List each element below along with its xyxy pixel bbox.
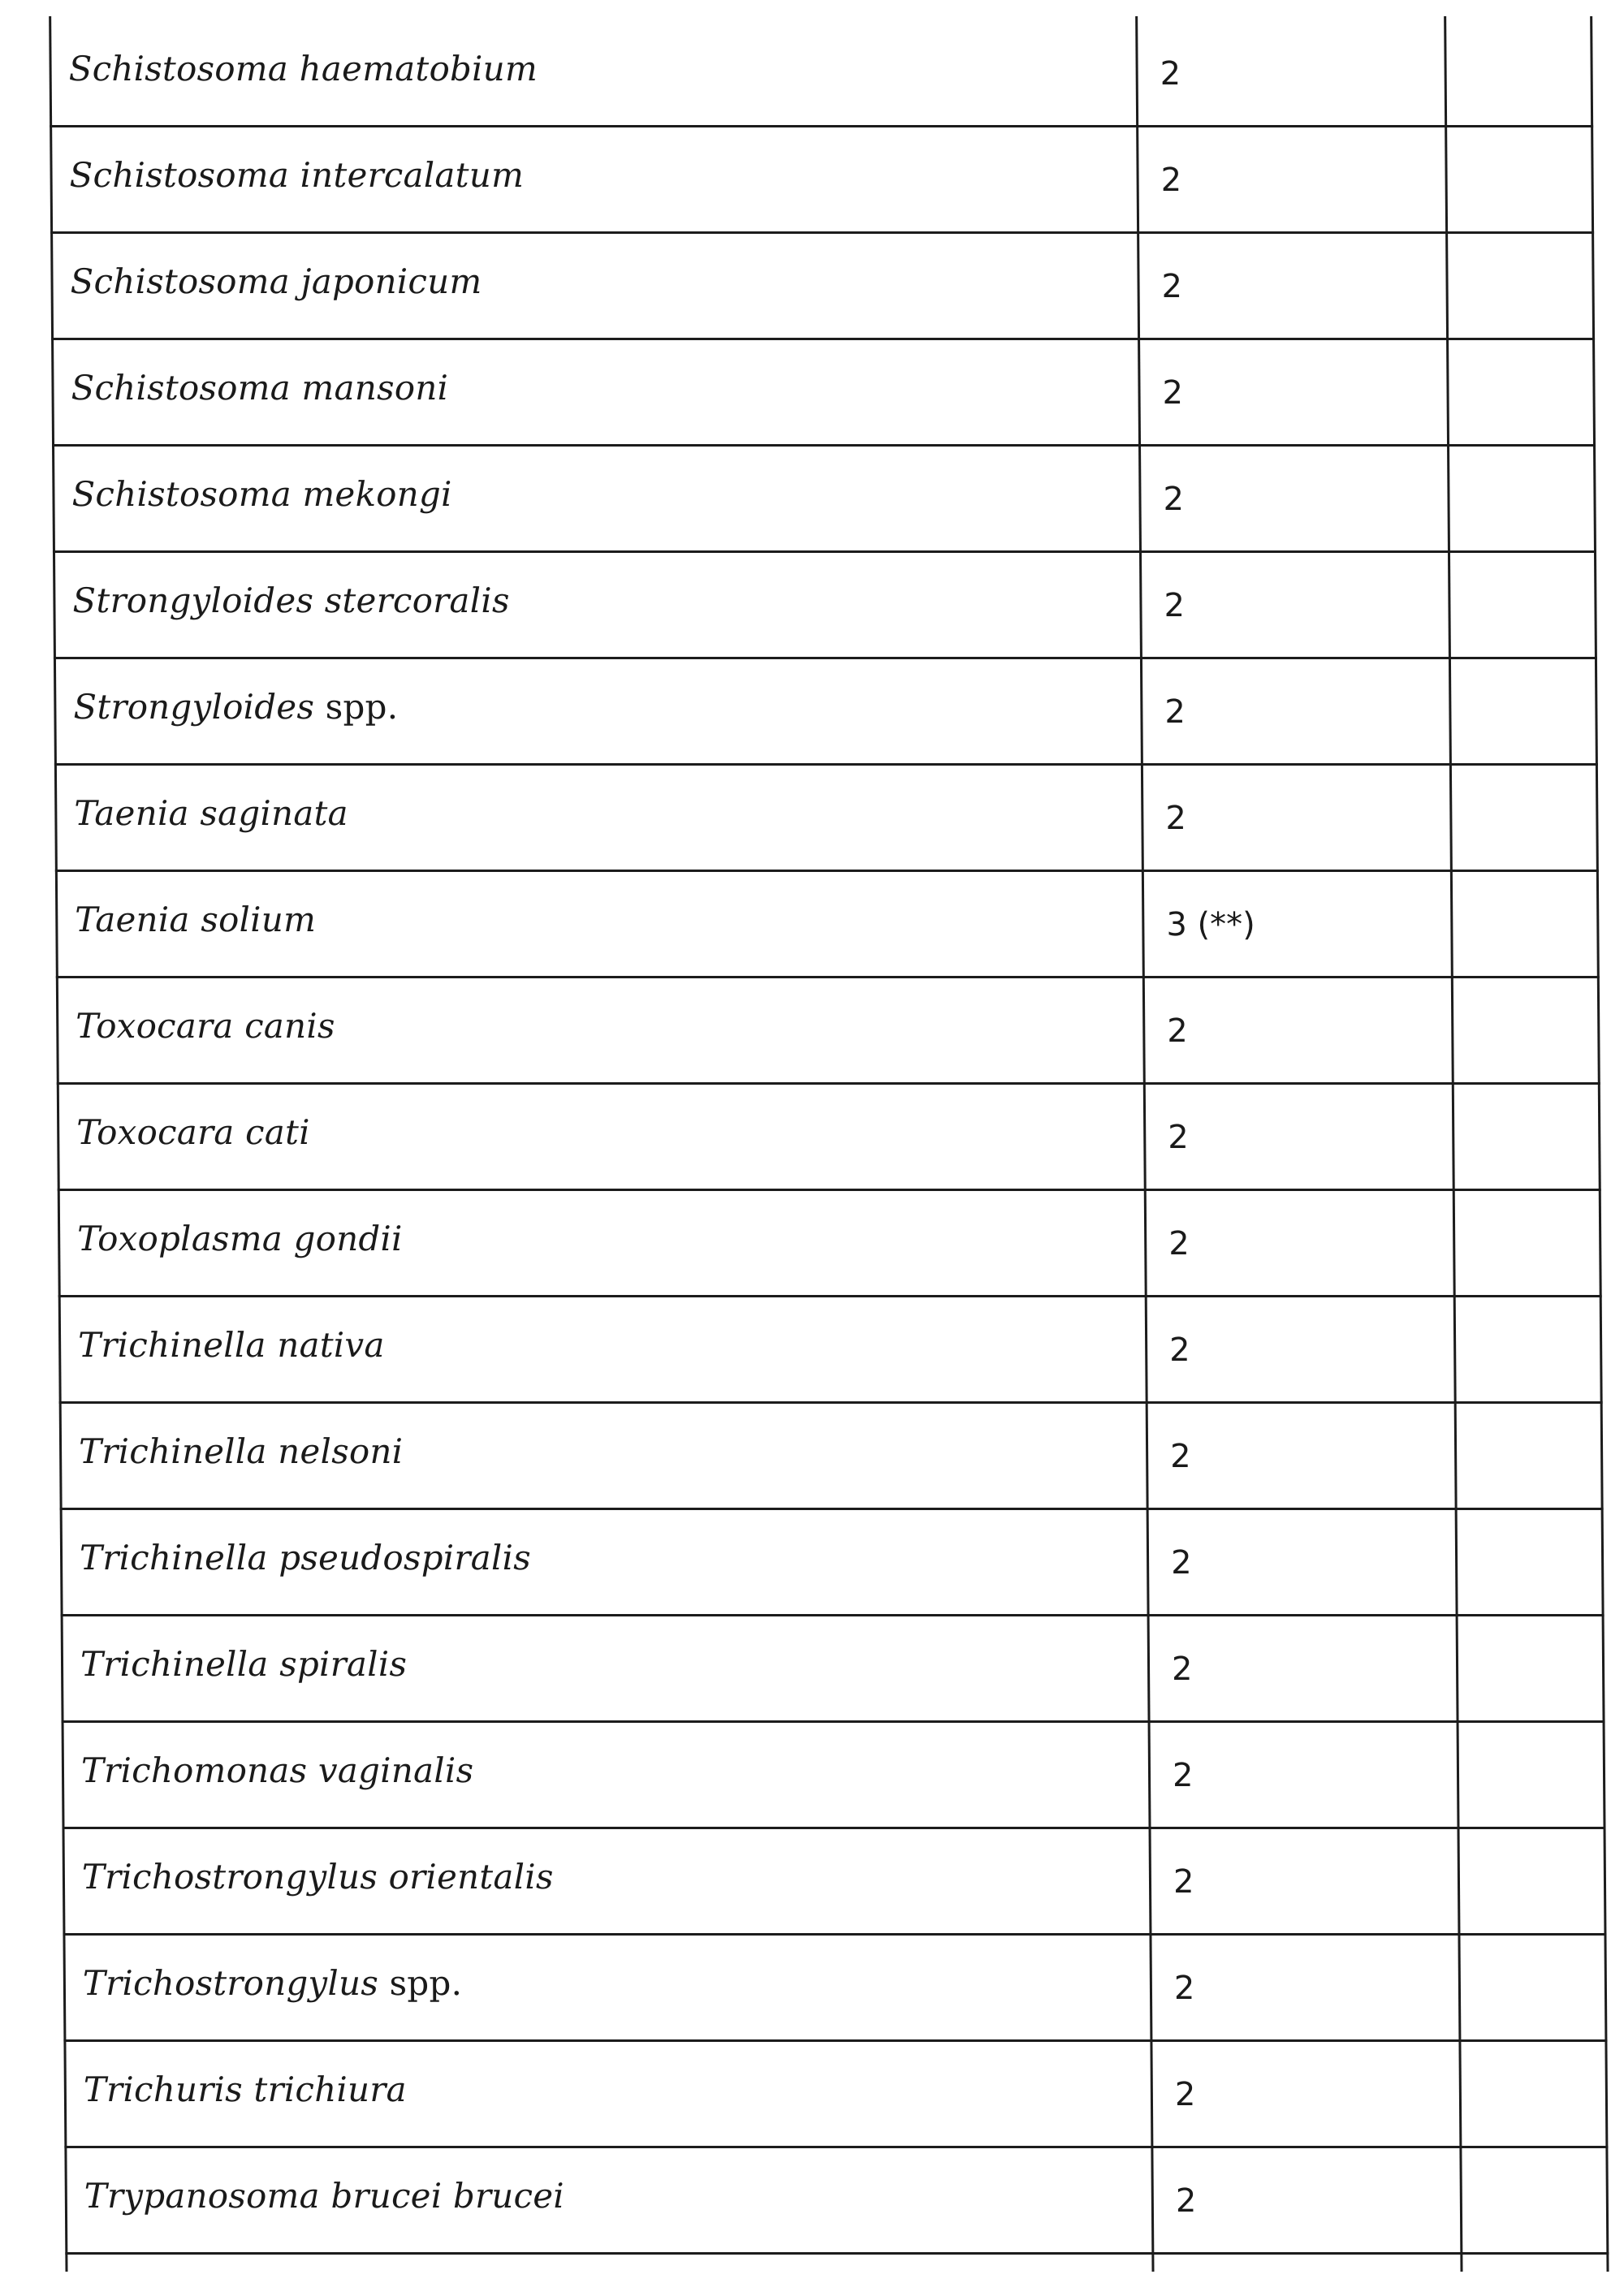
agent-name: Trichostrongylus spp.: [82, 1963, 463, 2003]
table-row: [64, 2148, 1609, 2255]
table-row: [54, 659, 1598, 766]
empty-cell: [1444, 21, 1591, 125]
risk-group-value: 2: [1173, 1970, 1195, 2007]
risk-group-value: 2: [1172, 1757, 1194, 1794]
agent-name: Toxocara cati: [76, 1112, 310, 1152]
empty-cell: [1455, 1510, 1602, 1614]
table-row: [51, 340, 1596, 447]
agent-name: Schistosoma japonicum: [70, 261, 482, 301]
risk-group-value: 2: [1169, 1438, 1191, 1475]
empty-cell: [1458, 1829, 1605, 1933]
empty-cell: [1452, 1085, 1599, 1189]
risk-group-value: 2: [1167, 1012, 1188, 1050]
risk-group-value: 2: [1173, 1863, 1194, 1901]
table-row: [50, 234, 1595, 340]
table-row: [62, 1723, 1606, 1829]
table-row: [49, 21, 1593, 127]
agent-name: Taenia solium: [75, 900, 317, 939]
agent-name: Trichinella spiralis: [80, 1644, 408, 1684]
table-row: [52, 447, 1596, 553]
empty-cell: [1447, 447, 1594, 550]
risk-group-value: 3 (**): [1166, 906, 1255, 943]
table-row: [55, 872, 1600, 978]
table-row: [61, 1616, 1605, 1723]
table-row: [59, 1404, 1604, 1510]
empty-cell: [1459, 2148, 1606, 2252]
empty-cell: [1450, 872, 1597, 976]
table-row: [60, 1510, 1605, 1616]
risk-group-value: 2: [1174, 2076, 1196, 2113]
agent-name: Trypanosoma brucei brucei: [84, 2176, 565, 2216]
risk-group-value: 2: [1161, 268, 1183, 305]
table-row: [50, 127, 1594, 234]
empty-cell: [1446, 340, 1593, 444]
agent-name: Schistosoma intercalatum: [69, 155, 525, 195]
empty-cell: [1454, 1404, 1601, 1508]
agent-name: Trichinella pseudospiralis: [79, 1538, 532, 1577]
table-row: [57, 1085, 1601, 1191]
risk-group-value: 2: [1164, 587, 1186, 624]
empty-cell: [1448, 553, 1595, 657]
risk-group-value: 2: [1162, 374, 1184, 412]
empty-cell: [1449, 659, 1596, 763]
agent-name: Toxocara canis: [76, 1006, 335, 1046]
empty-cell: [1457, 1723, 1604, 1827]
empty-cell: [1453, 1297, 1600, 1401]
agent-name: Trichuris trichiura: [83, 2069, 407, 2109]
table-row: [63, 1829, 1607, 1936]
agent-name: Taenia saginata: [74, 793, 348, 833]
risk-group-value: 2: [1170, 1544, 1192, 1582]
table-row: [63, 2042, 1608, 2148]
agent-name: Trichinella nativa: [77, 1325, 385, 1365]
risk-group-value: 2: [1160, 162, 1182, 199]
empty-cell: [1445, 234, 1592, 338]
risk-group-value: 2: [1168, 1119, 1189, 1156]
agent-name: Schistosoma mekongi: [71, 474, 452, 514]
empty-cell: [1449, 766, 1596, 870]
risk-group-value: 2: [1168, 1225, 1190, 1262]
risk-group-table: [49, 21, 1609, 2255]
table-row: [53, 553, 1597, 659]
table-row: [58, 1191, 1602, 1297]
agent-name: Trichinella nelsoni: [78, 1431, 404, 1471]
table-row: [58, 1297, 1603, 1404]
agent-name: Trichomonas vaginalis: [80, 1750, 474, 1790]
agent-name: Schistosoma mansoni: [71, 368, 449, 408]
table-row: [56, 978, 1600, 1085]
empty-cell: [1445, 127, 1592, 231]
risk-group-value: 2: [1171, 1651, 1193, 1688]
risk-group-value: 2: [1169, 1331, 1190, 1369]
empty-cell: [1458, 1936, 1605, 2039]
empty-cell: [1451, 978, 1598, 1082]
agent-name: Schistosoma haematobium: [68, 49, 538, 88]
risk-group-value: 2: [1163, 481, 1185, 518]
risk-group-value: 2: [1175, 2182, 1197, 2220]
empty-cell: [1458, 2042, 1605, 2146]
risk-group-value: 2: [1164, 693, 1186, 731]
empty-cell: [1453, 1191, 1600, 1295]
empty-cell: [1456, 1616, 1603, 1720]
risk-group-value: 2: [1165, 800, 1187, 837]
table-row: [63, 1936, 1607, 2042]
agent-name: Strongyloides stercoralis: [72, 580, 510, 620]
risk-group-value: 2: [1160, 55, 1181, 93]
agent-name: Trichostrongylus orientalis: [81, 1857, 554, 1897]
table-row: [54, 766, 1599, 872]
agent-name: Strongyloides spp.: [73, 687, 399, 727]
agent-name: Toxoplasma gondii: [77, 1219, 403, 1258]
